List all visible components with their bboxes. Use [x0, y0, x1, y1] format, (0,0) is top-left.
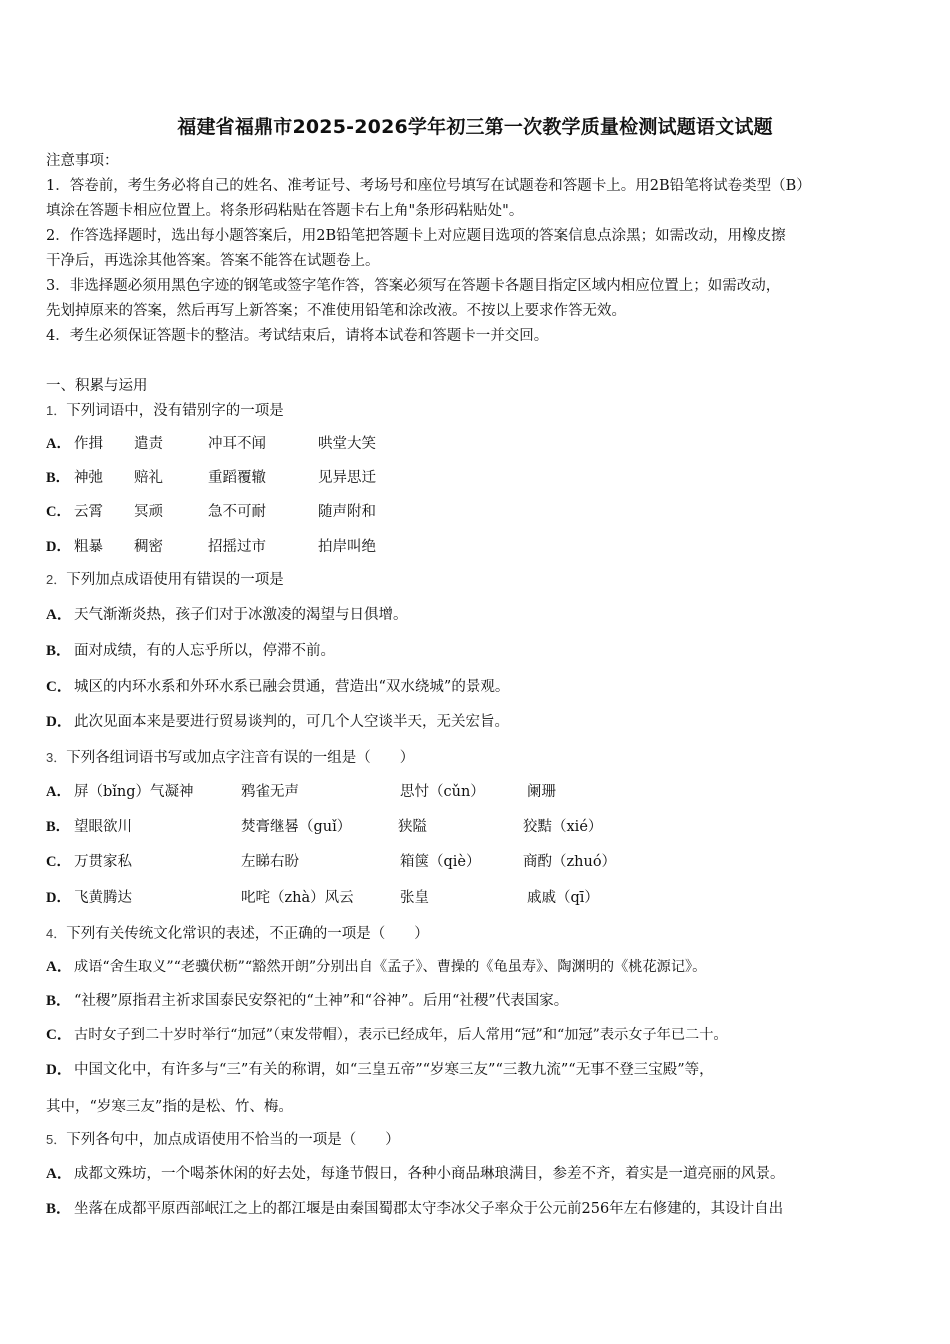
option-text: 成都文殊坊，一个喝茶休闲的好去处，每逢节假日，各种小商品琳琅满目，参差不齐，着实是一道亮丽的风景。 — [74, 1166, 785, 1182]
option-letter: A． — [46, 607, 72, 623]
option-text: 面对成绩，有的人忘乎所以，停滞不前。 — [74, 643, 335, 659]
question-number: 1． — [46, 403, 67, 418]
option-text: 天气渐渐炎热，孩子们对于冰激凌的渴望与日俱增。 — [74, 607, 408, 623]
option-col: 鸦雀无声 — [241, 784, 299, 800]
option-col: 叱咤（zhà）风云 — [241, 890, 354, 906]
option-word: 拍岸叫绝 — [318, 539, 376, 555]
option-letter: A． — [46, 959, 72, 975]
option-col: 望眼欲川 — [74, 819, 132, 835]
option-col: 左睇右盼 — [241, 854, 299, 870]
option-letter: C． — [46, 1027, 72, 1043]
option-letter: A． — [46, 436, 71, 452]
question-number: 5． — [46, 1132, 67, 1147]
option-row — [46, 1164, 785, 1184]
option-col: 戚戚（qī） — [527, 890, 599, 906]
option-word: 随声附和 — [318, 504, 376, 520]
option-letter: C． — [46, 679, 72, 695]
option-text: 坐落在成都平原西部岷江之上的都江堰是由秦国蜀郡太守李冰父子率众于公元前256年左右修建的，其设计自出 — [74, 1201, 784, 1217]
option-letter: D． — [46, 714, 72, 730]
question-text: 下列各句中，加点成语使用不恰当的一项是（ ） — [66, 1132, 400, 1148]
option-col: 飞黄腾达 — [74, 890, 132, 906]
option-letter: B． — [46, 643, 72, 659]
option-word: 神弛 — [74, 470, 103, 486]
option-word: 急不可耐 — [208, 504, 266, 520]
option-word: 稠密 — [134, 539, 163, 555]
option-letter: D． — [46, 539, 71, 555]
option-letter: D． — [46, 890, 71, 906]
option-col: 商酌（zhuó） — [523, 854, 617, 870]
notice-line: 3．非选择题必须用黑色字迹的钢笔或签字笔作答，答案必须写在答题卡各题目指定区域内相应位置上；如需改动， — [46, 278, 781, 294]
option-letter: B． — [46, 470, 71, 486]
exam-title: 福建省福鼎市2025-2026学年初三第一次教学质量检测试题语文试题 — [177, 116, 773, 138]
option-row — [46, 957, 706, 977]
question-number: 4． — [46, 926, 67, 941]
option-col: 万贯家私 — [74, 854, 132, 870]
question-text: 下列加点成语使用有错误的一项是 — [66, 572, 284, 588]
option-word: 招摇过市 — [208, 539, 266, 555]
question-number: 3． — [46, 750, 67, 765]
question-2-stem — [46, 570, 284, 590]
option-letter: A． — [46, 784, 71, 800]
option-row — [46, 605, 408, 625]
notice-line: 填涂在答题卡相应位置上。将条形码粘贴在答题卡右上角"条形码粘贴处"。 — [46, 203, 524, 219]
option-word: 见异思迁 — [318, 470, 376, 486]
notice-line: 先划掉原来的答案，然后再写上新答案；不准使用铅笔和涂改液。不按以上要求作答无效。 — [46, 303, 626, 319]
option-row — [46, 1025, 728, 1045]
option-letter: B． — [46, 993, 72, 1009]
option-row — [46, 1199, 783, 1219]
question-number: 2． — [46, 572, 67, 587]
option-letter: B． — [46, 1201, 72, 1217]
option-word: 粗暴 — [74, 539, 103, 555]
option-row — [46, 991, 568, 1011]
option-col: 屏（bǐng）气凝神 — [74, 784, 194, 800]
notice-line: 干净后，再选涂其他答案。答案不能答在试题卷上。 — [46, 253, 380, 269]
question-3-stem — [46, 748, 414, 768]
option-text: 城区的内环水系和外环水系已融会贯通，营造出“双水绕城”的景观。 — [74, 679, 510, 695]
option-row — [46, 712, 509, 732]
option-row — [46, 677, 509, 697]
option-word: 云霄 — [74, 504, 103, 520]
option-row — [46, 641, 335, 661]
option-continuation: 其中，“岁寒三友”指的是松、竹、梅。 — [46, 1099, 293, 1115]
option-letter: A． — [46, 1166, 72, 1182]
question-5-stem — [46, 1130, 400, 1150]
option-word: 遣责 — [134, 436, 163, 452]
option-text: 中国文化中，有许多与“三”有关的称谓，如“三皇五帝”“岁寒三友”“三教九流”“无事不登三宝殿”等， — [74, 1062, 714, 1078]
option-word: 作揖 — [74, 436, 103, 452]
option-word: 赔礼 — [134, 470, 163, 486]
notice-line: 4．考生必须保证答题卡的整洁。考试结束后，请将本试卷和答题卡一并交回。 — [46, 328, 549, 344]
option-col: 箱箧（qiè） — [400, 854, 481, 870]
question-text: 下列有关传统文化常识的表述，不正确的一项是（ ） — [66, 926, 429, 942]
option-col: 狡黠（xié） — [523, 819, 603, 835]
section-heading: 一、积累与运用 — [46, 378, 148, 394]
option-col: 焚膏继晷（guǐ） — [241, 819, 352, 835]
option-letter: B． — [46, 819, 71, 835]
option-word: 哄堂大笑 — [318, 436, 376, 452]
option-text: “社稷”原指君主祈求国泰民安祭祀的“土神”和“谷神”。后用“社稷”代表国家。 — [74, 993, 569, 1009]
option-word: 冥顽 — [134, 504, 163, 520]
option-text: 此次见面本来是要进行贸易谈判的，可几个人空谈半天，无关宏旨。 — [74, 714, 509, 730]
question-text: 下列各组词语书写或加点字注音有误的一组是（ ） — [66, 750, 415, 766]
option-letter: D． — [46, 1062, 72, 1078]
option-row — [46, 1060, 714, 1080]
option-text: 成语“舍生取义”“老骥伏枥”“豁然开朗”分别出自《孟子》、曹操的《龟虽寿》、陶渊明的《桃花源记》。 — [74, 959, 707, 975]
option-letter: C． — [46, 854, 71, 870]
option-col: 狭隘 — [398, 819, 427, 835]
option-col: 阑珊 — [527, 784, 556, 800]
option-text: 古时女子到二十岁时举行“加冠”（束发带帽），表示已经成年，后人常用“冠”和“加冠”表示女子年已二十。 — [74, 1027, 728, 1043]
option-col: 思忖（cǔn） — [400, 784, 485, 800]
notice-heading: 注意事项： — [46, 153, 119, 169]
option-col: 张皇 — [400, 890, 429, 906]
question-text: 下列词语中，没有错别字的一项是 — [66, 403, 284, 419]
notice-line: 1．答卷前，考生务必将自己的姓名、准考证号、考场号和座位号填写在试题卷和答题卡上。用2B铅笔将试卷类型（B） — [46, 178, 811, 194]
option-word: 重蹈覆辙 — [208, 470, 266, 486]
notice-line: 2．作答选择题时，选出每小题答案后，用2B铅笔把答题卡上对应题目选项的答案信息点涂黑；如需改动，用橡皮擦 — [46, 228, 786, 244]
option-word: 冲耳不闻 — [208, 436, 266, 452]
option-letter: C． — [46, 504, 71, 520]
question-1-stem — [46, 401, 284, 421]
question-4-stem — [46, 924, 429, 944]
